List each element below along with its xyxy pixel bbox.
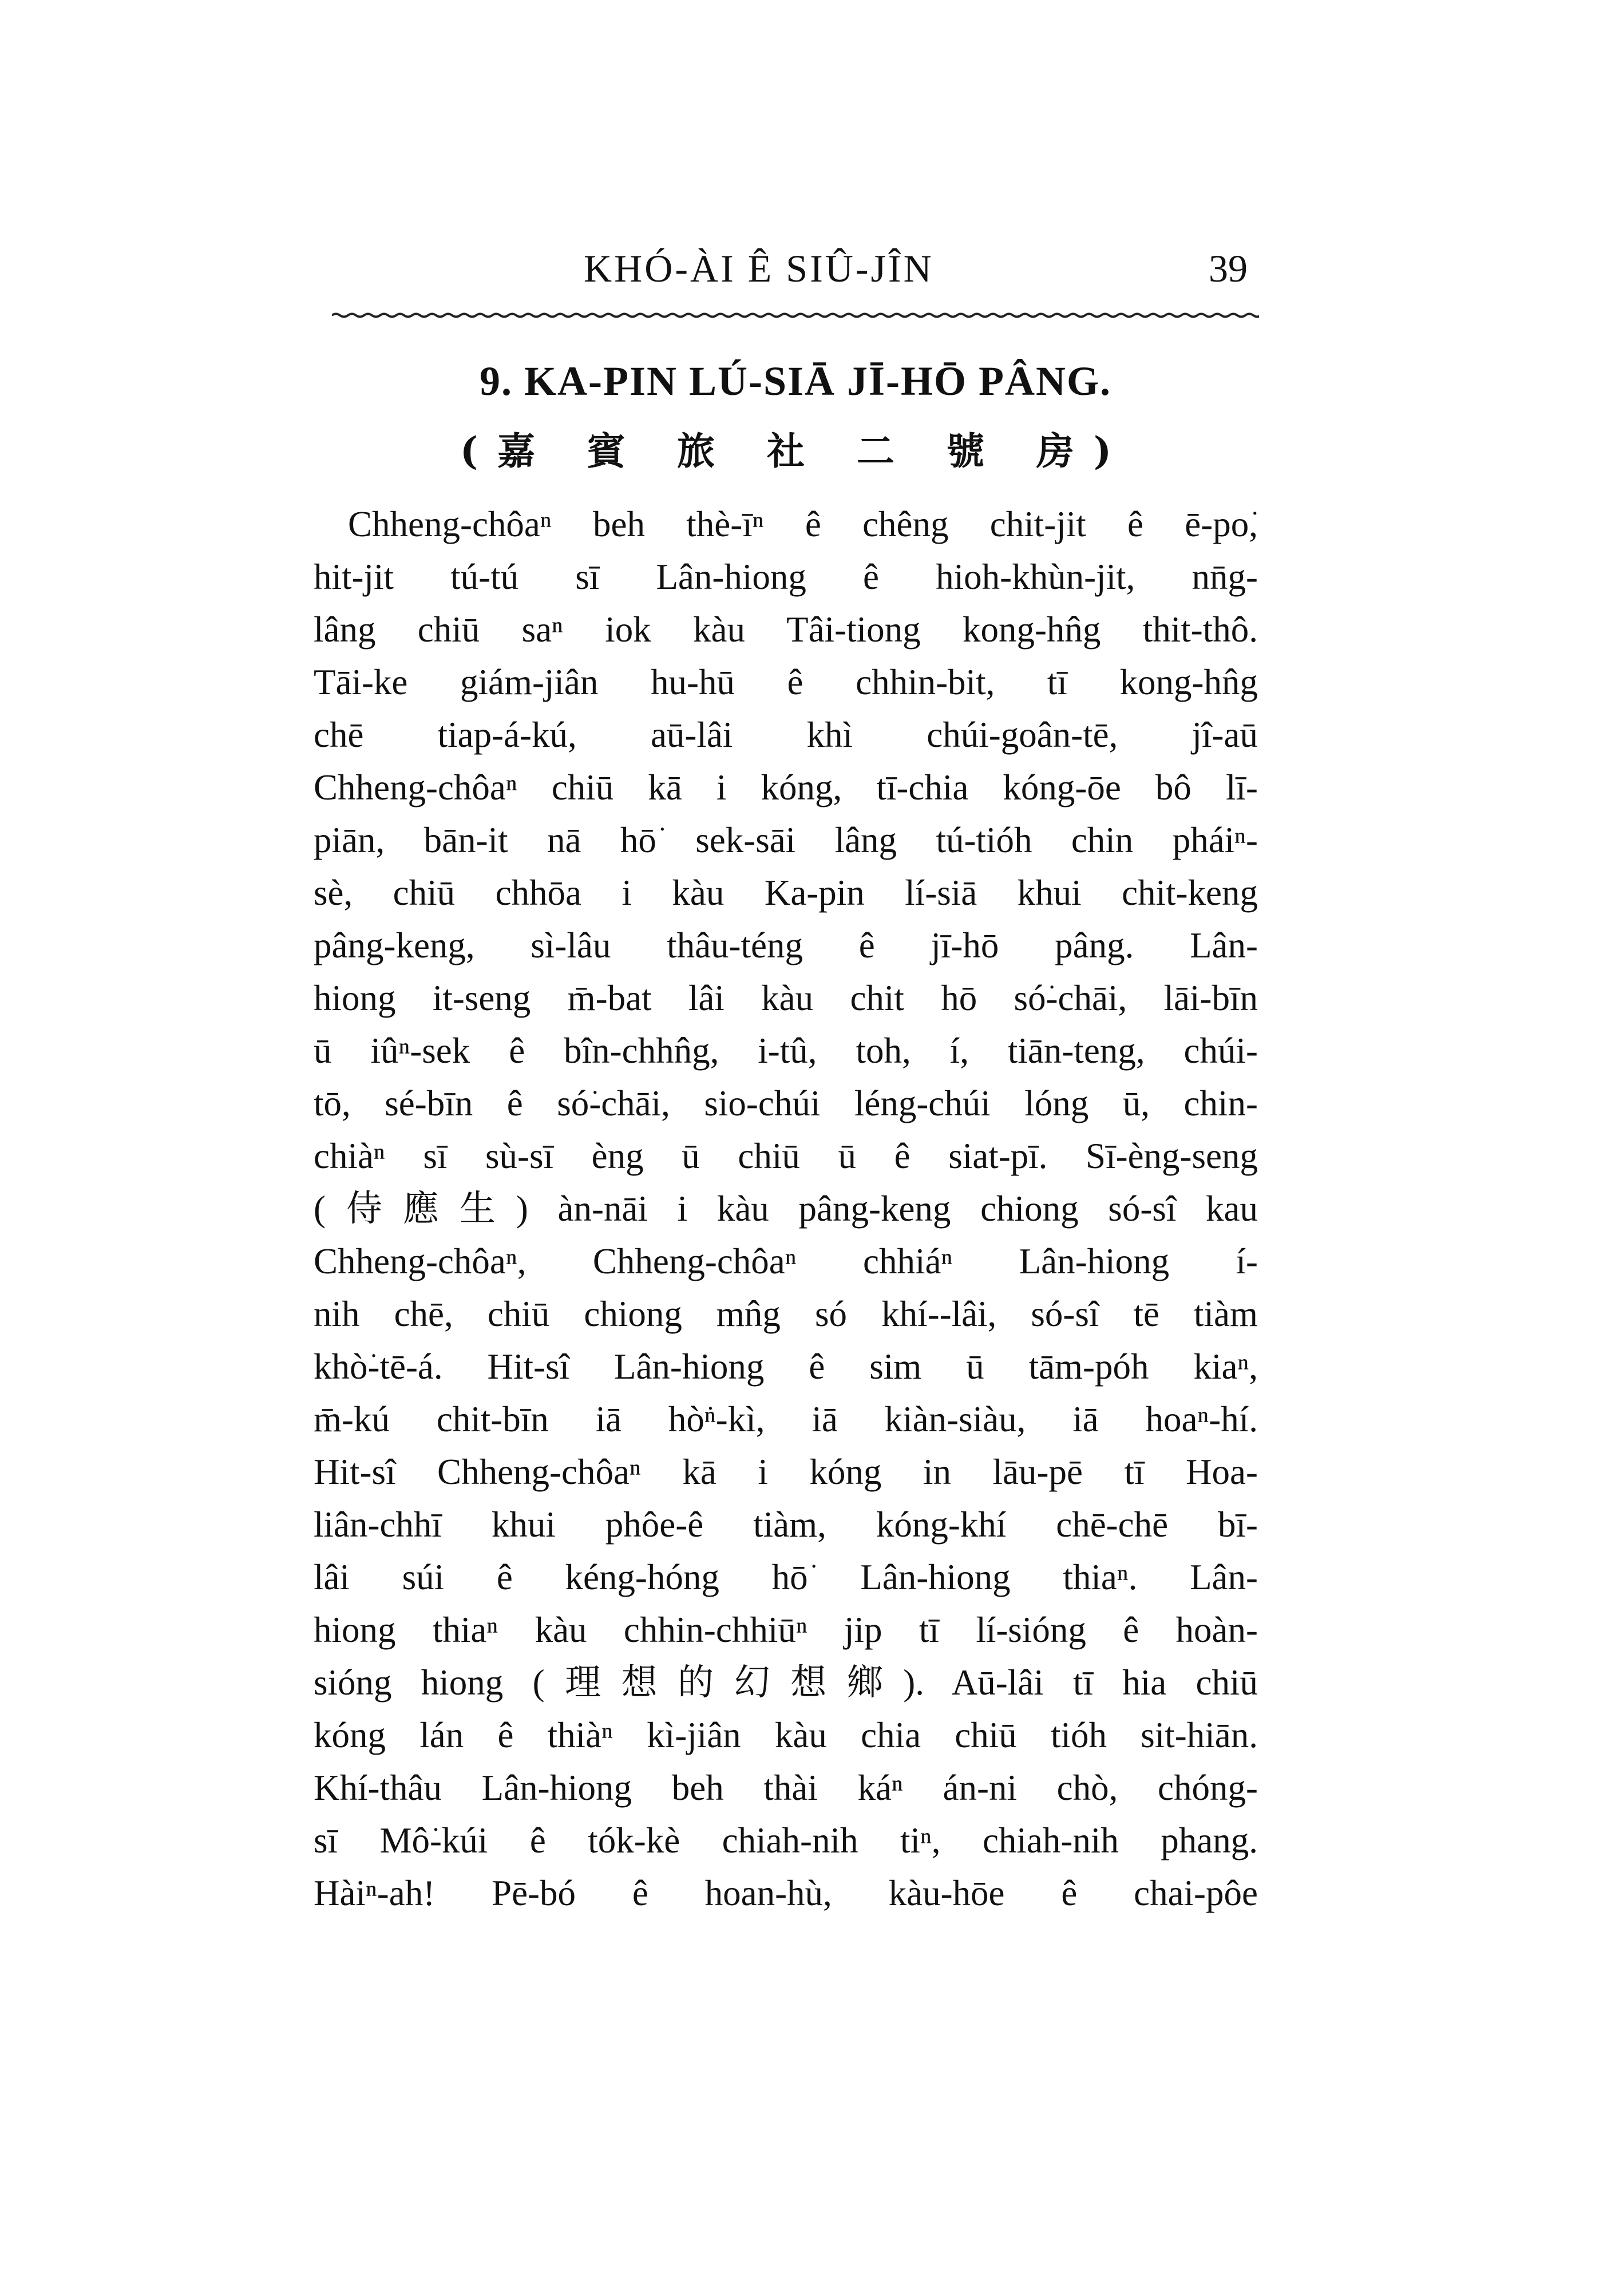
text-line: nih chē, chiū chiong mn̂g só khí--lâi, só-sî tē tiàm [314, 1294, 1258, 1334]
text-line: Chheng-chôaⁿ, Chheng-chôaⁿ chhiáⁿ Lân-hiong í- [314, 1241, 1258, 1281]
text-line: lâi súi ê kéng-hóng hō͘ Lân-hiong thiaⁿ. Lân- [314, 1557, 1258, 1597]
text-line: lâng chiū saⁿ iok kàu Tâi-tiong kong-hn̂g thit-thô. [314, 609, 1258, 650]
text-line: ū iûⁿ-sek ê bîn-chhn̂g, i-tû, toh, í, tiān-teng, chúi- [314, 1031, 1258, 1071]
text-line: hiong thiaⁿ kàu chhin-chhiūⁿ jip tī lí-sióng ê hoàn- [314, 1610, 1258, 1650]
text-line: sè, chiū chhōa i kàu Ka-pin lí-siā khui chit-keng [314, 873, 1258, 913]
running-head: KHÓ-ÀI Ê SIÛ-JÎN [584, 247, 934, 290]
text-line: sióng hiong (理想的幻想鄉). Aū-lâi tī hia chiū [314, 1662, 1258, 1703]
text-line: sī Mô͘-kúi ê tók-kè chiah-nih tiⁿ, chiah-nih phang. [314, 1820, 1258, 1860]
text-line: Khí-thâu Lân-hiong beh thài káⁿ án-ni chò, chóng- [314, 1768, 1258, 1808]
text-line: hiong it-seng m̄-bat lâi kàu chit hō só͘-chāi, lāi-bīn [314, 978, 1258, 1018]
text-line: chiàⁿ sī sù-sī èng ū chiū ū ê siat-pī. Sī-èng-seng [314, 1136, 1258, 1176]
text-line: piān, bān-it nā hō͘ sek-sāi lâng tú-tióh chin pháiⁿ- [314, 820, 1258, 860]
page-number: 39 [1209, 247, 1248, 290]
text-line: hit-jit tú-tú sī Lân-hiong ê hioh-khùn-jit, nn̄g- [314, 557, 1258, 597]
text-line: tō, sé-bīn ê só͘-chāi, sio-chúi léng-chúi lóng ū, chin- [314, 1083, 1258, 1123]
text-line: kóng lán ê thiàⁿ kì-jiân kàu chia chiū tióh sit-hiān. [314, 1715, 1258, 1755]
text-line: Tāi-ke giám-jiân hu-hū ê chhin-bit, tī kong-hn̂g [314, 662, 1258, 702]
text-line: (侍應生) àn-nāi i kàu pâng-keng chiong só-sî kau [314, 1189, 1258, 1229]
page-header [332, 246, 1259, 298]
chapter-title: 9. KA-PIN LÚ-SIĀ JĪ-HŌ PÂNG. [479, 358, 1111, 404]
text-line: Chheng-chôaⁿ beh thè-īⁿ ê chêng chit-jit ê ē-po͘, [348, 504, 1258, 544]
text-line: Chheng-chôaⁿ chiū kā i kóng, tī-chia kóng-ōe bô lī- [314, 767, 1258, 807]
chapter-subtitle: (嘉 賓 旅 社 二 號 房) [460, 429, 1131, 473]
text-line: m̄-kú chit-bīn iā hò͘ⁿ-kì, iā kiàn-siàu, iā hoaⁿ-hí. [314, 1399, 1258, 1439]
text-line: Hàiⁿ-ah! Pē-bó ê hoan-hù, kàu-hōe ê chai-pôe [314, 1873, 1258, 1913]
text-line: liân-chhī khui phôe-ê tiàm, kóng-khí chē-chē bī- [314, 1505, 1258, 1545]
text-line: chē tiap-á-kú, aū-lâi khì chúi-goân-tē, jî-aū [314, 715, 1258, 755]
wavy-rule-divider [332, 309, 1259, 322]
text-line: Hit-sî Chheng-chôaⁿ kā i kóng in lāu-pē tī Hoa- [314, 1452, 1258, 1492]
text-line: pâng-keng, sì-lâu thâu-téng ê jī-hō pâng. Lân- [314, 925, 1258, 965]
text-line: khò͘-tē-á. Hit-sî Lân-hiong ê sim ū tām-póh kiaⁿ, [314, 1347, 1258, 1387]
body-text [314, 498, 1258, 1919]
